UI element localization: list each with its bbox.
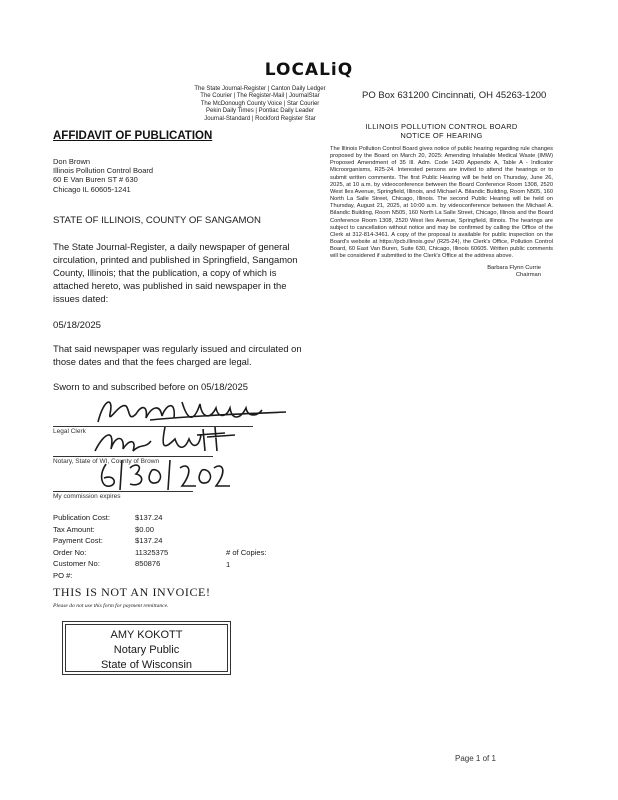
stamp-line: Notary Public [113,644,180,656]
issue-date: 05/18/2025 [53,320,102,331]
stamp-line: AMY KOKOTT [110,629,183,641]
fee-row [53,547,221,559]
copies-block [226,547,267,570]
commission-date-handwritten [96,456,232,492]
fee-value: $137.24 [135,513,163,522]
hearing-notice [330,123,553,279]
remittance-note: Please do not use this form for payment remittance. [53,603,169,609]
address-line: Don Brown [53,157,91,166]
fee-label: PO #: [53,570,73,580]
circulation-statement: That said newspaper was regularly issued and circulated on those dates and that the fees charged are legal. [53,343,302,367]
fee-value: 11325375 [135,547,169,557]
address-line: 60 E Van Buren ST # 630 [53,175,138,185]
sworn-statement: Sworn to and subscribed before on 05/18/2025 [53,381,248,392]
notice-title: ILLINOIS POLLUTION CONTROL BOARD [365,122,518,131]
publication-line: The McDonough County Voice | Star Courier [200,100,320,107]
fee-value [135,570,221,582]
fee-value: $137.24 [135,536,163,546]
fee-row [53,524,221,536]
notice-signature [330,265,553,279]
notary-signature [85,421,245,459]
fee-label: Order No: [53,547,87,557]
publication-line: Pekin Daily Times | Pontiac Daily Leader [206,108,314,115]
address-line: Illinois Pollution Control Board [53,166,154,176]
fee-row [53,535,221,547]
publication-line: The State Journal-Register | Canton Daily Ledger [194,86,326,92]
copies-value: 1 [226,559,231,569]
fee-row [53,570,221,582]
po-box-address: PO Box 631200 Cincinnati, OH 45263-1200 [362,90,547,101]
fee-label: Tax Amount: [53,524,95,534]
fee-row [53,512,221,524]
publication-line: Journal-Standard | Rockford Register Star [204,115,316,122]
affidavit-heading: AFFIDAVIT OF PUBLICATION [53,130,213,142]
fee-value: $0.00 [135,524,155,534]
signer-title: Chairman [515,271,541,278]
page-number: Page 1 of 1 [455,754,496,763]
address-line: Chicago IL 60605-1241 [53,184,131,194]
localiq-logo: LOCALiQ [264,60,354,80]
notary-stamp [65,624,228,672]
publication-statement: The State Journal-Register, a daily newspaper of general circulation, printed and published in Springfield, Sangamon County, Illinois; that the publication, a copy of which is attached hereto, was published in said newspaper in the issues dated: [53,241,298,304]
notice-subtitle: NOTICE OF HEARING [400,130,483,140]
recipient-address [53,157,153,194]
fee-label: Customer No: [53,559,100,569]
legal-clerk-label: Legal Clerk [53,428,86,435]
publication-list [160,86,360,123]
fee-table [53,512,221,582]
fee-label: Payment Cost: [53,536,103,546]
notary-label: Notary, State of WI, County of Brown [53,458,160,465]
notice-body: The Illinois Pollution Control Board gives notice of public hearing regarding rule changes proposed by the Board on March 20, 2025: Amending Inhalable Medical Waste (IMW) Proposed Amendment of 35 Ill. Adm. Code 1420 Appendix A, Table A - Indicator Microorganisms, R25-24. Interested persons are invited to attend the hearings or to submit written comments. The first Public Hearing will be held on Thursday, June 26, 2025, at 10 a.m. by videoconference between the Board Conference Room 1308, 2520 West Iles Avenue, Springfield, Illinois, and Michael A. Bilandic Building, Room N505, 160 North La Salle Street, Chicago, Illinois. The second Public Hearing will be held on Thursday, August 21, 2025, at 10:00 a.m. by videoconference between the Michael A. Bilandic Building, Room N505, 160 North La Salle Street, Chicago, Illinois and the Board Conference Room 1308, 2520 West Iles Avenue, Springfield, Illinois. The hearings are subject to cancellation without notice and may be confirmed by calling the Office of the Clerk at 312-814-3461. A copy of the proposal is available for public inspection on the Board's website at https://pcb.illinois.gov/ (R25-24), the Clerk's Office, Pollution Control Board, 60 East Van Buren, Suite 630, Chicago, Illinois 60605. Written public comments will be considered if submitted to the Clerk's Office at the address above. [330,146,553,260]
fee-value: 850876 [135,559,161,569]
not-invoice-notice: THIS IS NOT AN INVOICE! [53,585,211,599]
fee-label: Publication Cost: [53,513,110,522]
copies-label: # of Copies: [226,548,267,557]
signer-name: Barbara Flynn Currie [487,264,541,271]
state-county-line: STATE OF ILLINOIS, COUNTY OF SANGAMON [53,215,261,226]
fee-row [53,558,221,570]
stamp-line: State of Wisconsin [100,659,193,671]
commission-label: My commission expires [53,493,121,500]
publication-line: The Courier | The Register-Mail | JournalStar [200,93,320,100]
